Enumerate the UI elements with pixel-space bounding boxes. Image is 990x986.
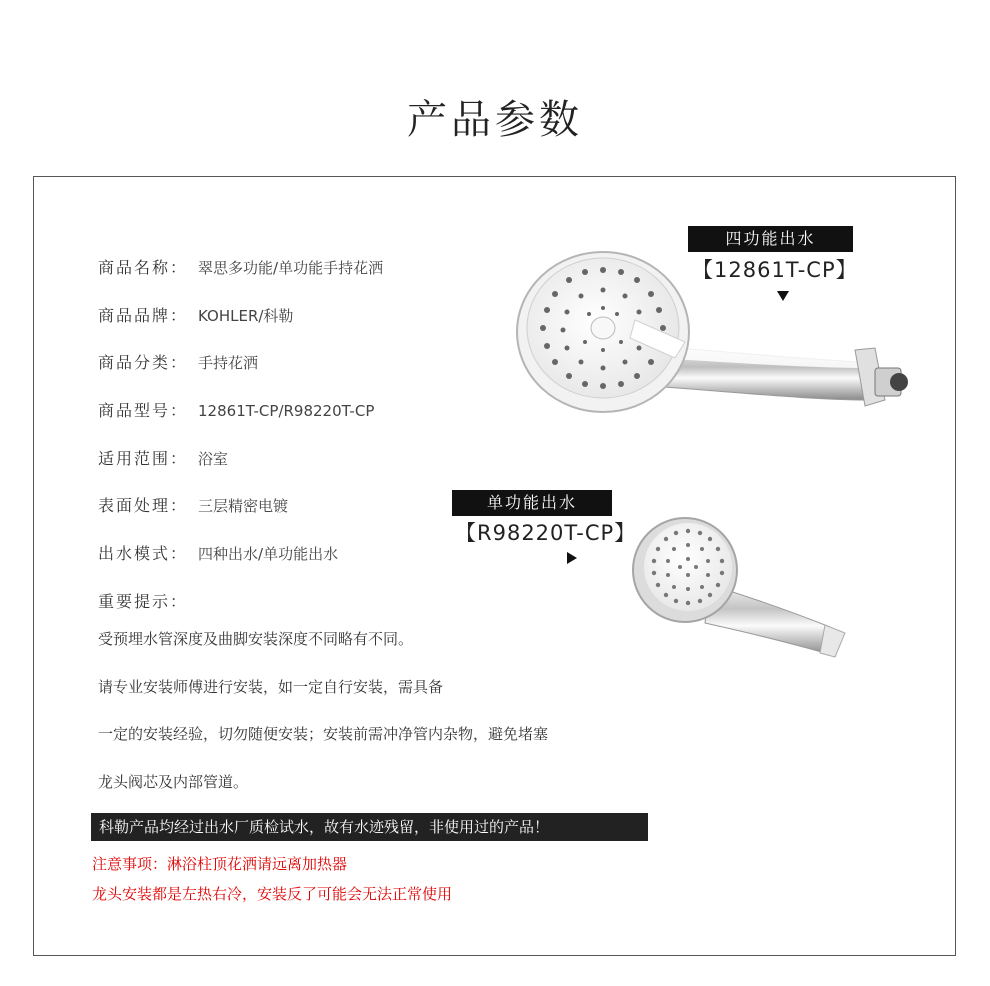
spec-row-model [98, 398, 374, 421]
spec-row-category [98, 350, 258, 373]
page-title: 产品参数 [407, 97, 583, 143]
spec-row-name [98, 255, 383, 278]
warning-line: 龙头安装都是左热右冷，安装反了可能会无法正常使用 [92, 885, 453, 903]
spec-row-usage [98, 446, 228, 469]
notes-heading: 重要提示： [98, 592, 189, 611]
arrow-right-icon [567, 552, 577, 564]
product-model-four-function: 【12861T-CP】 [692, 258, 858, 282]
note-line: 一定的安装经验，切勿随便安装；安装前需冲净管内杂物，避免堵塞 [98, 725, 549, 743]
quality-notice-bar: 科勒产品均经过出水厂质检试水，故有水迹残留，非使用过的产品！ [91, 813, 648, 841]
warning-line: 注意事项：淋浴柱顶花洒请远离加热器 [92, 855, 348, 873]
shower-head-four-function-image [515, 250, 915, 430]
product-tag-single-function: 单功能出水 [452, 490, 612, 516]
spec-value: 翠思多功能/单功能手持花洒 [198, 259, 384, 277]
spec-key: 适用范围： [98, 449, 189, 468]
spec-key: 商品分类： [98, 353, 189, 372]
spec-value: 浴室 [198, 450, 229, 468]
spec-key: 商品品牌： [98, 306, 189, 325]
spec-row-finish [98, 493, 288, 516]
spec-row-brand [98, 303, 293, 326]
spec-key: 商品名称： [98, 258, 189, 277]
spec-value: 12861T-CP/R98220T-CP [198, 402, 375, 420]
spec-key: 出水模式： [98, 544, 189, 563]
product-tag-four-function: 四功能出水 [688, 226, 853, 252]
spec-value: 四种出水/单功能出水 [198, 545, 339, 563]
spec-value: KOHLER/科勒 [198, 307, 294, 325]
shower-head-single-function-image [630, 515, 865, 665]
product-model-single-function: 【R98220T-CP】 [455, 521, 637, 545]
spec-value: 三层精密电镀 [198, 497, 289, 515]
spec-key: 商品型号： [98, 401, 189, 420]
spec-value: 手持花洒 [198, 354, 259, 372]
spec-row-spray-mode [98, 541, 338, 564]
spec-key: 表面处理： [98, 496, 189, 515]
note-line: 受预埋水管深度及曲脚安装深度不同略有不同。 [98, 630, 414, 648]
note-line: 龙头阀芯及内部管道。 [98, 773, 249, 791]
note-line: 请专业安装师傅进行安装，如一定自行安装，需具备 [98, 678, 444, 696]
